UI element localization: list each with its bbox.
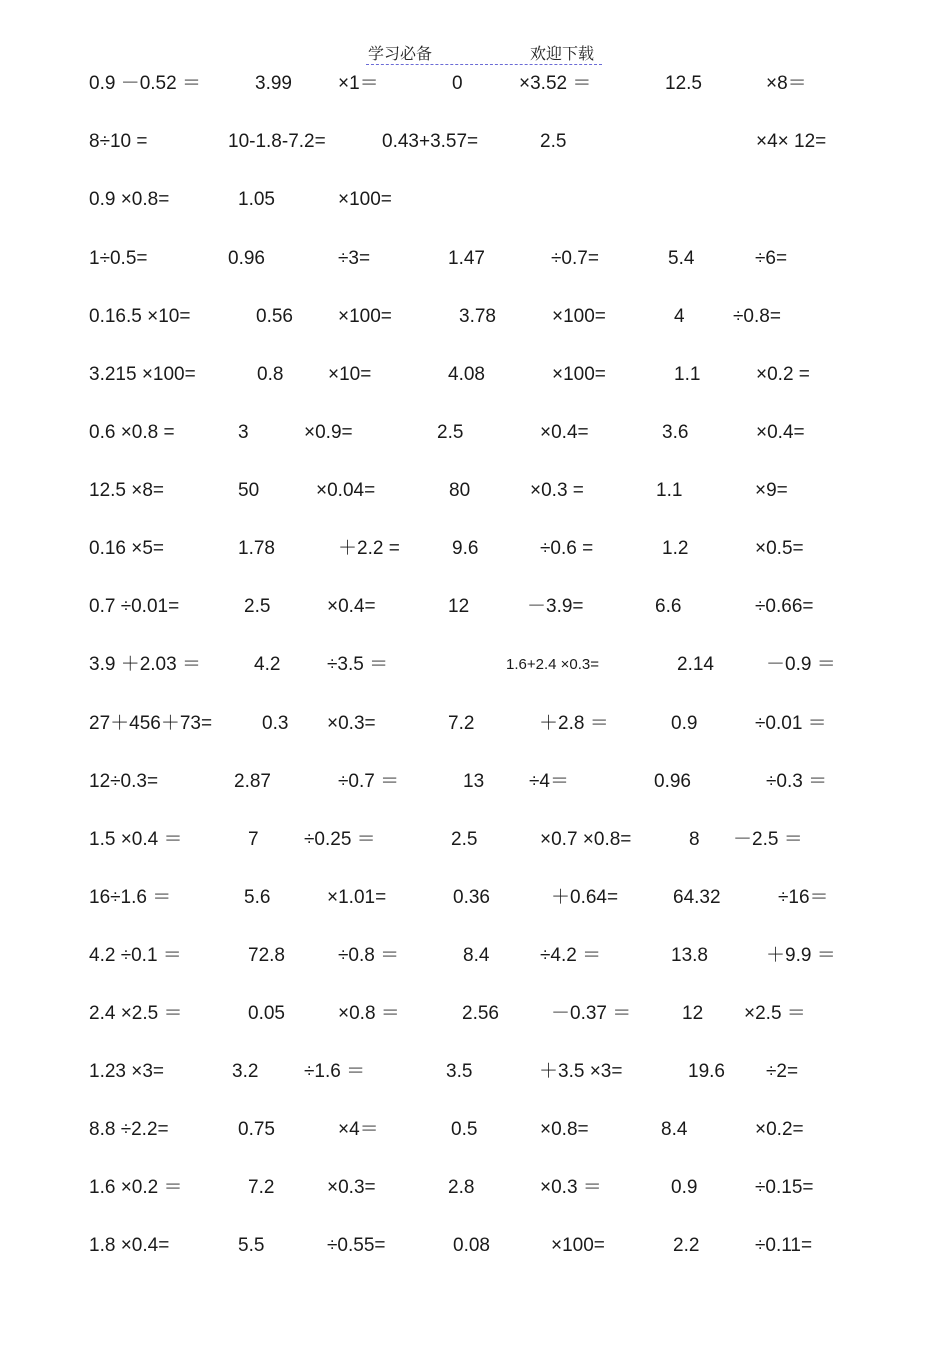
problem-cell: ÷16＝ [778,887,829,908]
problem-cell: 50 [238,480,260,501]
problem-cell: 3.78 [459,306,496,327]
problem-cell: ×4＝ [338,1119,379,1140]
problem-cell: ×0.2= [755,1119,804,1140]
problem-cell: 3.5 [446,1061,473,1082]
problem-row [0,413,950,453]
problem-cell: ＋2.8 ＝ [539,713,609,734]
problem-cell: 0.9 [671,1177,698,1198]
problem-cell: 7 [248,829,259,850]
problem-cell: ÷0.7 ＝ [338,771,400,792]
problem-row [0,297,950,337]
problem-cell: 27＋456＋73= [89,713,213,734]
problem-cell: ×0.9= [304,422,353,443]
problem-cell: 1.23 ×3= [89,1061,165,1082]
problem-cell: 5.6 [244,887,271,908]
problem-cell: ÷0.15= [755,1177,814,1198]
problem-row [0,994,950,1034]
problem-row [0,471,950,511]
problem-cell: ×100= [552,364,606,385]
problem-cell: ×0.4= [756,422,805,443]
problem-cell: －0.37 ＝ [551,1003,632,1024]
problem-cell: ×0.8 ＝ [338,1003,400,1024]
problem-cell: 2.14 [677,654,714,675]
problem-cell: ÷0.25 ＝ [304,829,376,850]
problem-cell: 0.08 [453,1235,490,1256]
problem-cell: 10-1.8-7.2= [228,131,326,152]
problem-cell: 8÷10 = [89,131,148,152]
problem-cell: 0.05 [248,1003,285,1024]
problem-cell: 2.5 [451,829,478,850]
problem-cell: －2.5 ＝ [733,829,803,850]
problem-cell: 0 [452,73,463,94]
problem-cell: 1÷0.5= [89,248,148,269]
problem-cell: ÷0.55= [327,1235,386,1256]
header-left-text: 学习必备 [368,44,433,63]
problem-cell: 3.215 ×100= [89,364,196,385]
problem-cell: 2.5 [437,422,464,443]
problem-cell: ×2.5 ＝ [744,1003,806,1024]
problem-cell: ×0.2 = [756,364,810,385]
problem-cell: ×9= [755,480,788,501]
problem-cell: 12÷0.3= [89,771,159,792]
problem-cell: ＋2.2 = [338,538,400,559]
problem-cell: 0.43+3.57= [382,131,479,152]
problem-cell: 4 [674,306,685,327]
problem-cell: ÷0.6 = [540,538,594,559]
problem-cell: ×1＝ [338,73,379,94]
problem-cell: 1.8 ×0.4= [89,1235,170,1256]
problem-cell: 4.2 [254,654,281,675]
problem-cell: 3.6 [662,422,689,443]
problem-cell: ×4× 12= [756,131,827,152]
problem-cell: 0.8 [257,364,284,385]
problem-cell: 0.9 －0.52 ＝ [89,73,201,94]
problem-cell: ÷0.01 ＝ [755,713,827,734]
problem-cell: ×0.4= [327,596,376,617]
problem-cell: ÷0.7= [551,248,599,269]
problem-cell: 0.9 ×0.8= [89,189,170,210]
problem-row [0,64,950,104]
problem-cell: 12.5 ×8= [89,480,165,501]
problem-cell: 7.2 [448,713,475,734]
problem-row [0,1110,950,1150]
problem-cell: 0.56 [256,306,293,327]
problem-cell: 5.5 [238,1235,265,1256]
problem-cell: 0.9 [671,713,698,734]
problem-cell: ×0.3= [327,1177,376,1198]
problem-cell: 13.8 [671,945,708,966]
problem-cell: 5.4 [668,248,695,269]
problem-cell: ÷0.8 ＝ [338,945,400,966]
problem-cell: ×8＝ [766,73,807,94]
problem-cell: 8.8 ÷2.2= [89,1119,169,1140]
problem-cell: ×10= [328,364,372,385]
problem-row [0,587,950,627]
problem-cell: 3 [238,422,249,443]
problem-row [0,1226,950,1266]
problem-cell: ÷4＝ [529,771,569,792]
problem-cell: 9.6 [452,538,479,559]
problem-cell: 12 [682,1003,704,1024]
problem-cell: 2.4 ×2.5 ＝ [89,1003,183,1024]
problem-cell: 1.47 [448,248,485,269]
problem-cell: 2.8 [448,1177,475,1198]
problem-cell: ÷0.3 ＝ [766,771,828,792]
problem-cell: 0.16 ×5= [89,538,165,559]
problem-cell: 6.6 [655,596,682,617]
problem-cell: 7.2 [248,1177,275,1198]
problem-cell: 0.16.5 ×10= [89,306,191,327]
problem-cell: 12.5 [665,73,702,94]
problem-cell: 13 [463,771,485,792]
problem-row [0,122,950,162]
problem-cell: 12 [448,596,470,617]
problem-cell: 0.36 [453,887,490,908]
problem-cell: －0.9 ＝ [766,654,836,675]
problem-cell: ÷6= [755,248,788,269]
problem-cell: ×0.4= [540,422,589,443]
problem-cell: ÷0.11= [755,1235,813,1256]
problem-row [0,704,950,744]
problem-row [0,936,950,976]
problem-cell: 8.4 [661,1119,688,1140]
problem-cell: 1.05 [238,189,275,210]
problem-cell: ×100= [338,306,392,327]
problem-cell: 2.5 [540,131,567,152]
problem-cell: ×3.52 ＝ [519,73,592,94]
problem-cell: 19.6 [688,1061,725,1082]
problem-row [0,878,950,918]
page-header [366,40,602,65]
problem-cell: 0.75 [238,1119,275,1140]
problem-cell: 0.5 [451,1119,478,1140]
problem-cell: ×100= [338,189,392,210]
problem-cell: ÷4.2 ＝ [540,945,602,966]
problem-cell: ×100= [551,1235,605,1256]
problem-cell: 1.78 [238,538,275,559]
problem-cell: ÷3.5 ＝ [327,654,389,675]
problem-cell: 16÷1.6 ＝ [89,887,172,908]
problem-row [0,355,950,395]
problem-cell: 1.6+2.4 ×0.3= [506,656,600,673]
problem-cell: 1.2 [662,538,689,559]
problem-cell: 8.4 [463,945,490,966]
problem-cell: 2.2 [673,1235,700,1256]
problem-cell: 1.6 ×0.2 ＝ [89,1177,183,1198]
problem-cell: 0.3 [262,713,289,734]
problem-cell: 2.56 [462,1003,499,1024]
problem-cell: 8 [689,829,700,850]
problem-row [0,762,950,802]
problem-cell: ＋0.64= [551,887,619,908]
problem-cell: 3.2 [232,1061,259,1082]
problem-cell: ÷2= [766,1061,799,1082]
problem-cell: 1.1 [674,364,701,385]
problem-cell: 3.9 ＋2.03 ＝ [89,654,201,675]
problem-cell: 1.5 ×0.4 ＝ [89,829,183,850]
problem-cell: ×0.5= [755,538,804,559]
problem-row [0,180,950,220]
problem-cell: 3.99 [255,73,292,94]
problem-cell: ÷3= [338,248,371,269]
problem-cell: 0.96 [654,771,691,792]
problem-row [0,645,950,685]
problem-cell: －3.9= [527,596,584,617]
problem-cell: ×100= [552,306,606,327]
problem-cell: ×0.8= [540,1119,589,1140]
problem-cell: 72.8 [248,945,285,966]
problem-cell: ×0.3 = [530,480,584,501]
problem-cell: 64.32 [673,887,721,908]
problem-row [0,820,950,860]
problem-cell: 1.1 [656,480,683,501]
problem-cell: ÷1.6 ＝ [304,1061,366,1082]
problem-cell: 0.6 ×0.8 = [89,422,175,443]
header-right-text: 欢迎下载 [530,44,595,63]
problem-cell: ＋9.9 ＝ [766,945,836,966]
problem-cell: ＋3.5 ×3= [539,1061,623,1082]
problem-cell: ×1.01= [327,887,387,908]
problem-cell: 0.7 ÷0.01= [89,596,180,617]
problem-row [0,1052,950,1092]
problem-cell: 2.87 [234,771,271,792]
problem-cell: ×0.3= [327,713,376,734]
problem-cell: ÷0.8= [733,306,781,327]
problem-cell: 80 [449,480,471,501]
problem-row [0,239,950,279]
problem-row [0,529,950,569]
problem-cell: ×0.7 ×0.8= [540,829,632,850]
problem-row [0,1168,950,1208]
problem-cell: 4.08 [448,364,485,385]
problem-cell: ×0.04= [316,480,376,501]
problem-cell: 4.2 ÷0.1 ＝ [89,945,182,966]
problem-cell: 2.5 [244,596,271,617]
problem-cell: ÷0.66= [755,596,814,617]
problem-cell: 0.96 [228,248,265,269]
problem-cell: ×0.3 ＝ [540,1177,602,1198]
